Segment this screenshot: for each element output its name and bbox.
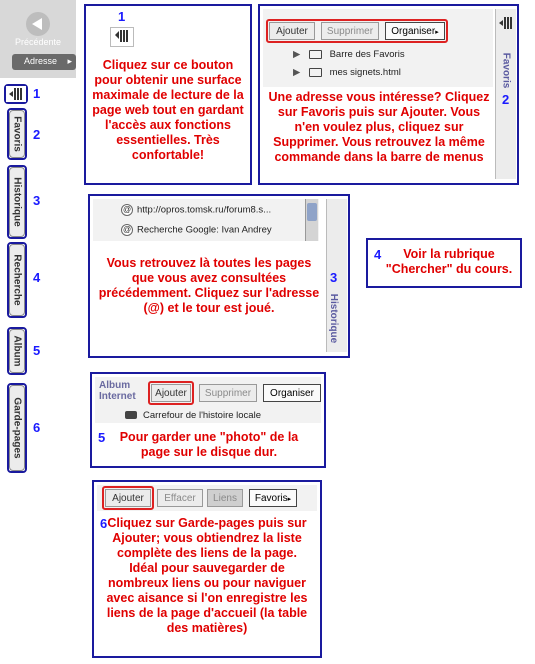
- box-4-num: 4: [374, 247, 382, 262]
- expand-arrow-icon: ▶: [293, 49, 301, 60]
- tab-garde-pages-ring: [7, 383, 27, 473]
- box-2-text: Une adresse vous intéresse? Cliquez sur Favoris puis sur Ajouter. Vous n'en voulez plus, cliquez sur Supprimer. Vous retrouvez la même commande dans la barre de menus: [268, 90, 490, 164]
- favoris-panel: [263, 9, 493, 87]
- tab-album[interactable]: Album: [9, 329, 25, 373]
- tab-garde-pages[interactable]: Garde-pages: [9, 385, 25, 471]
- back-label: Précédente: [14, 37, 62, 47]
- album-list-item[interactable]: Carrefour de l'histoire locale: [125, 410, 261, 421]
- favoris-organize-button[interactable]: Organiser▸: [385, 22, 445, 40]
- garde-links-button[interactable]: Liens: [207, 489, 243, 507]
- garde-clear-button[interactable]: Effacer: [157, 489, 203, 507]
- at-icon: @: [122, 205, 132, 214]
- box-5-text: Pour garder une "photo" de la page sur le disque dur.: [119, 430, 299, 459]
- album-delete-button[interactable]: Supprimer: [199, 384, 257, 402]
- tab-recherche-ring: [7, 242, 27, 318]
- organize-arrow-icon: ▸: [435, 29, 439, 36]
- box-3-text: Vous retrouvez là toutes les pages que vous avez consultées précédemment. Cliquez sur l'adresse (@) et le tour est joué.: [98, 256, 320, 315]
- tab-recherche-num: 4: [33, 270, 41, 285]
- box-2: [258, 4, 519, 185]
- toggle-example-icon: [110, 27, 134, 47]
- tab-favoris-ring: [7, 108, 27, 160]
- tab-historique[interactable]: Historique: [9, 167, 25, 237]
- at-icon: @: [122, 225, 132, 234]
- favorites-arrow-icon: ▸: [287, 496, 292, 503]
- address-button[interactable]: [12, 54, 76, 70]
- garde-pages-panel: [97, 485, 317, 511]
- box-4: [366, 238, 522, 288]
- album-add-button[interactable]: Ajouter: [151, 384, 191, 402]
- album-organize-button[interactable]: Organiser: [263, 384, 321, 402]
- scrollbar[interactable]: [305, 199, 318, 241]
- garde-favorites-button[interactable]: Favoris▸: [249, 489, 297, 507]
- address-arrow-icon: ▸: [67, 56, 72, 66]
- back-arrow-icon: [26, 12, 50, 36]
- history-list-item[interactable]: @ Recherche Google: Ivan Andrey: [122, 224, 272, 236]
- tab-historique-ring: [7, 165, 27, 239]
- box-5: [90, 372, 326, 468]
- back-button[interactable]: [0, 4, 76, 50]
- folder-icon: [309, 68, 322, 77]
- history-list-item[interactable]: @ http://opros.tomsk.ru/forum8.s...: [122, 204, 272, 216]
- box-5-num: 5: [98, 430, 106, 445]
- box-4-text: Voir la rubrique "Chercher" du cours.: [385, 247, 513, 276]
- box-3: [88, 194, 350, 358]
- favoris-list-item[interactable]: ▶ Barre des Favoris: [293, 49, 405, 60]
- address-label: Adresse: [24, 56, 58, 66]
- album-add-ring: [148, 381, 194, 405]
- album-panel: [95, 377, 321, 423]
- toggle-num: 1: [33, 86, 41, 101]
- box-1-text: Cliquez sur ce bouton pour obtenir une surface maximale de lecture de la page web tout en gardant l'accès aux fonctions essentielles. Très confortable!: [92, 58, 244, 162]
- history-panel: [93, 199, 319, 241]
- favoris-tab-label: Favoris: [500, 52, 512, 89]
- tab-recherche[interactable]: Recherche: [9, 244, 25, 316]
- panel-toggle-icon: [9, 88, 23, 100]
- box-2-num: 2: [502, 92, 510, 107]
- tab-album-ring: [7, 327, 27, 375]
- scroll-thumb[interactable]: [307, 203, 317, 221]
- album-title: Album Internet: [99, 380, 136, 402]
- tab-historique-num: 3: [33, 193, 41, 208]
- box-6-text: Cliquez sur Garde-pages puis sur Ajouter; vous obtiendrez la liste complète des liens de la page. Idéal pour sauvegarder de nombreux liens ou pour naviguer avec aisance si l'on enregistre les liens de la page d'accueil (la table des matières): [106, 516, 308, 635]
- box-3-num: 3: [330, 270, 338, 285]
- box-1-num: 1: [118, 9, 126, 24]
- garde-add-ring: [102, 486, 154, 510]
- favoris-buttons-ring: [266, 19, 448, 43]
- favoris-add-button[interactable]: Ajouter: [269, 22, 315, 40]
- garde-add-button[interactable]: Ajouter: [105, 489, 151, 507]
- tab-garde-pages-num: 6: [33, 420, 41, 435]
- historique-tab-label: Historique: [328, 293, 340, 344]
- box-6-num: 6: [100, 516, 108, 531]
- box-6: [92, 480, 322, 658]
- panel-toggle-button[interactable]: [6, 86, 26, 102]
- folder-icon: [309, 50, 322, 59]
- favoris-delete-button[interactable]: Supprimer: [321, 22, 379, 40]
- expand-arrow-icon: ▶: [293, 67, 301, 78]
- tab-album-num: 5: [33, 343, 41, 358]
- box-1: [84, 4, 252, 185]
- panel-toggle-icon: [499, 17, 513, 29]
- camera-icon: [125, 411, 137, 419]
- favoris-list-item[interactable]: ▶ mes signets.html: [293, 67, 401, 78]
- tab-favoris-num: 2: [33, 127, 41, 142]
- tab-favoris[interactable]: Favoris: [9, 110, 25, 158]
